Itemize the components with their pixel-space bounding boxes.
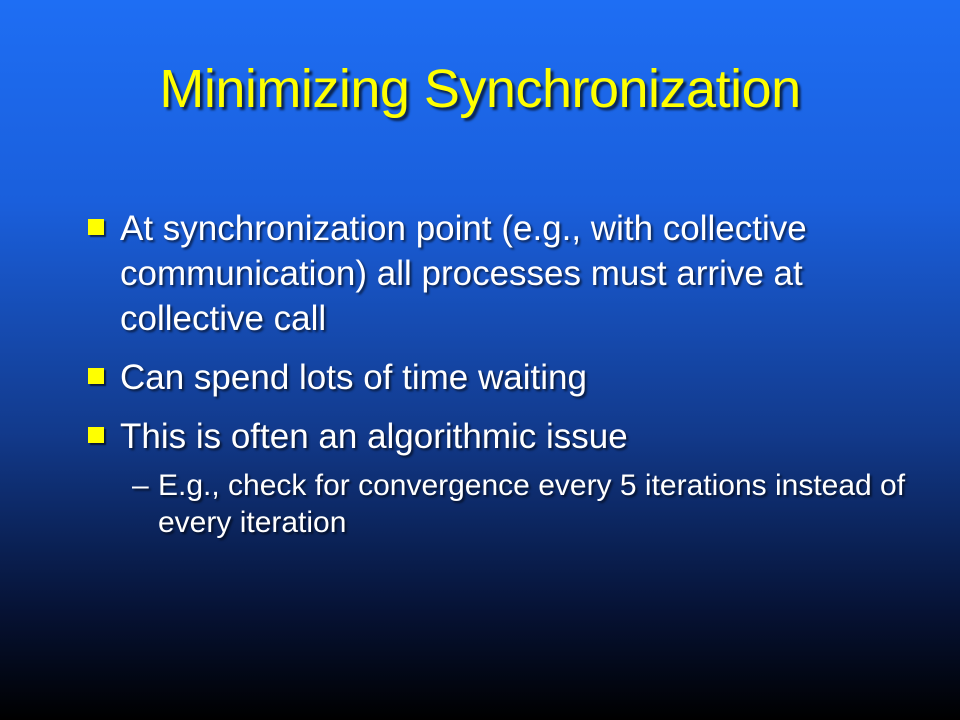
bullet-item (88, 355, 908, 400)
dash-marker: – (132, 469, 149, 502)
slide-title: Minimizing Synchronization (159, 59, 801, 119)
slide-body (88, 206, 908, 541)
square-bullet-icon (88, 368, 104, 384)
square-bullet-icon (88, 427, 104, 443)
bullet-item (88, 414, 908, 459)
sub-bullet-item (132, 467, 908, 541)
bullet-item (88, 206, 908, 341)
square-bullet-icon (88, 219, 104, 235)
bullet-text: This is often an algorithmic issue (120, 417, 628, 456)
sub-bullet-text: E.g., check for convergence every 5 iterations instead of every iteration (158, 469, 906, 539)
bullet-text: At synchronization point (e.g., with collective communication) all processes must arrive at collective call (120, 209, 807, 338)
bullet-text: Can spend lots of time waiting (120, 358, 587, 397)
